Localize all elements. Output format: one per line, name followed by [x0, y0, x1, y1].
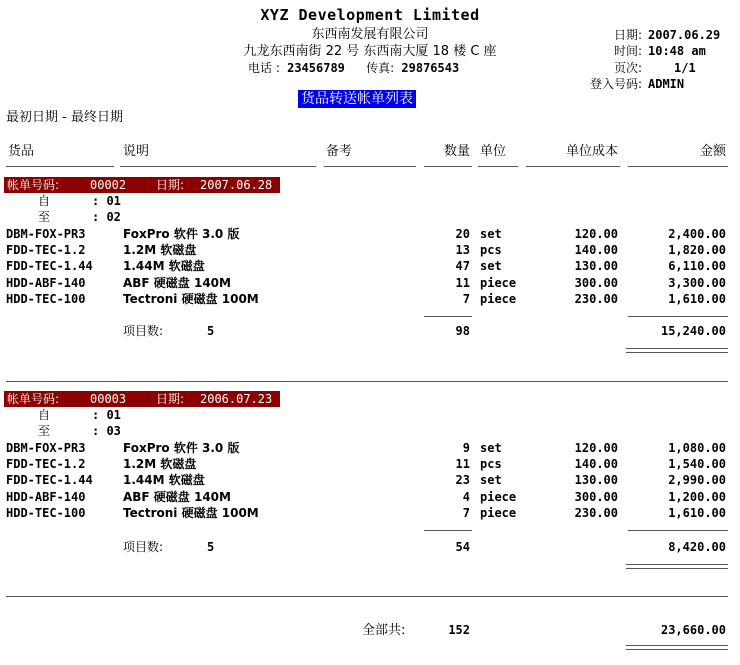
row-desc: Tectroni 硬磁盘 100M — [123, 292, 259, 306]
item-count-label: 项目数: — [123, 540, 164, 554]
row-item: FDD-TEC-1.44 — [6, 259, 93, 273]
subtotal-rule — [628, 316, 728, 317]
col-underline — [120, 166, 316, 167]
company-address: 九龙东西南街 22 号 东西南大厦 18 楼 C 座 — [243, 44, 497, 59]
row-item: FDD-TEC-1.2 — [6, 457, 86, 471]
bill-band — [4, 391, 280, 407]
row-unit: pcs — [480, 457, 502, 471]
page-value: 1/1 — [674, 61, 696, 75]
row-amount: 6,110.00 — [668, 259, 726, 273]
row-item: DBM-FOX-PR3 — [6, 227, 86, 241]
bill-date-label: 日期: — [156, 178, 185, 192]
phone-label: 电话 : — [248, 61, 280, 75]
fax-label: 传真: — [366, 61, 395, 75]
col-qty: 数量 — [443, 144, 470, 159]
row-cost: 140.00 — [574, 243, 618, 257]
amount-subtotal: 8,420.00 — [668, 540, 726, 554]
col-underline — [526, 166, 620, 167]
row-unit: set — [480, 259, 502, 273]
col-underline — [478, 166, 518, 167]
row-cost: 140.00 — [574, 457, 618, 471]
col-amount: 金额 — [699, 144, 726, 159]
date-value: 2007.06.29 — [648, 28, 721, 42]
row-item: DBM-FOX-PR3 — [6, 441, 86, 455]
row-amount: 3,300.00 — [668, 276, 726, 290]
page-label: 页次: — [613, 61, 642, 75]
row-desc: FoxPro 软件 3.0 版 — [123, 227, 240, 241]
report-title: 货品转送帐单列表 — [298, 92, 416, 107]
row-qty: 13 — [455, 243, 470, 257]
row-amount: 1,820.00 — [668, 243, 726, 257]
col-desc: 说明 — [123, 144, 150, 159]
to-value: : 02 — [92, 210, 121, 224]
row-qty: 9 — [462, 441, 470, 455]
subtotal-double-rule — [626, 564, 728, 569]
row-qty: 7 — [462, 292, 470, 306]
company-name-en: XYZ Development Limited — [260, 6, 480, 24]
row-item: HDD-ABF-140 — [6, 276, 86, 290]
to-label: 至 — [38, 424, 51, 438]
row-item: HDD-ABF-140 — [6, 490, 86, 504]
to-value: : 03 — [92, 424, 121, 438]
subtotal-double-rule — [626, 348, 728, 353]
row-amount: 1,610.00 — [668, 292, 726, 306]
row-unit: piece — [480, 506, 517, 520]
bill-band — [4, 177, 280, 193]
row-cost: 120.00 — [574, 441, 618, 455]
col-underline — [628, 166, 728, 167]
from-value: : 01 — [92, 408, 121, 422]
from-label: 自 — [38, 194, 51, 208]
group-separator — [6, 596, 728, 597]
subtotal-rule — [424, 530, 472, 531]
from-value: : 01 — [92, 194, 121, 208]
date-label: 日期: — [613, 28, 642, 42]
from-label: 自 — [38, 408, 51, 422]
phone-line — [248, 61, 459, 76]
row-unit: pcs — [480, 243, 502, 257]
row-qty: 11 — [455, 276, 470, 290]
row-cost: 130.00 — [574, 473, 618, 487]
grand-total-qty: 152 — [448, 623, 470, 637]
row-item: FDD-TEC-1.44 — [6, 473, 93, 487]
row-desc: 1.2M 软磁盘 — [123, 457, 197, 471]
row-cost: 230.00 — [574, 292, 618, 306]
row-cost: 300.00 — [574, 490, 618, 504]
row-desc: FoxPro 软件 3.0 版 — [123, 441, 240, 455]
row-qty: 20 — [455, 227, 470, 241]
grand-total-amount: 23,660.00 — [660, 623, 726, 637]
login-value: ADMIN — [648, 77, 685, 91]
col-unit: 单位 — [480, 144, 507, 159]
row-desc: ABF 硬磁盘 140M — [123, 276, 231, 290]
row-item: FDD-TEC-1.2 — [6, 243, 86, 257]
bill-date-label: 日期: — [156, 392, 185, 406]
item-count-label: 项目数: — [123, 324, 164, 338]
login-label: 登入号码: — [589, 77, 642, 91]
bill-no: 00003 — [90, 392, 127, 406]
time-value: 10:48 am — [648, 44, 706, 58]
col-item: 货品 — [8, 144, 35, 159]
row-desc: 1.2M 软磁盘 — [123, 243, 197, 257]
row-cost: 130.00 — [574, 259, 618, 273]
row-unit: set — [480, 441, 502, 455]
row-cost: 230.00 — [574, 506, 618, 520]
col-unit-cost: 单位成本 — [565, 144, 618, 159]
qty-subtotal: 54 — [455, 540, 470, 554]
col-remark: 备考 — [326, 144, 353, 159]
row-amount: 1,540.00 — [668, 457, 726, 471]
subtotal-rule — [424, 316, 472, 317]
row-qty: 7 — [462, 506, 470, 520]
phone-value: 23456789 — [287, 61, 345, 75]
row-desc: ABF 硬磁盘 140M — [123, 490, 231, 504]
row-qty: 11 — [455, 457, 470, 471]
row-qty: 47 — [455, 259, 470, 273]
row-desc: 1.44M 软磁盘 — [123, 259, 205, 273]
to-label: 至 — [38, 210, 51, 224]
subtotal-rule — [628, 530, 728, 531]
row-amount: 1,080.00 — [668, 441, 726, 455]
row-amount: 1,610.00 — [668, 506, 726, 520]
row-item: HDD-TEC-100 — [6, 506, 86, 520]
row-item: HDD-TEC-100 — [6, 292, 86, 306]
bill-date: 2007.06.28 — [200, 178, 273, 192]
col-underline — [424, 166, 472, 167]
grand-total-label: 全部共: — [362, 623, 406, 638]
row-unit: set — [480, 227, 502, 241]
row-unit: piece — [480, 276, 517, 290]
qty-subtotal: 98 — [455, 324, 470, 338]
row-amount: 2,400.00 — [668, 227, 726, 241]
bill-no-label: 帐单号码: — [7, 392, 60, 406]
col-underline — [6, 166, 114, 167]
row-qty: 23 — [455, 473, 470, 487]
bill-no: 00002 — [90, 178, 127, 192]
row-unit: piece — [480, 292, 517, 306]
row-unit: set — [480, 473, 502, 487]
row-cost: 120.00 — [574, 227, 618, 241]
company-name-cn: 东西南发展有限公司 — [311, 27, 429, 42]
row-desc: Tectroni 硬磁盘 100M — [123, 506, 259, 520]
row-unit: piece — [480, 490, 517, 504]
row-amount: 1,200.00 — [668, 490, 726, 504]
row-amount: 2,990.00 — [668, 473, 726, 487]
grand-total-double-rule — [626, 645, 728, 650]
row-qty: 4 — [462, 490, 470, 504]
bill-date: 2006.07.23 — [200, 392, 273, 406]
amount-subtotal: 15,240.00 — [660, 324, 726, 338]
item-count: 5 — [207, 540, 215, 554]
col-underline — [324, 166, 416, 167]
date-range: 最初日期 - 最终日期 — [6, 110, 123, 125]
fax-value: 29876543 — [401, 61, 460, 75]
row-desc: 1.44M 软磁盘 — [123, 473, 205, 487]
bill-no-label: 帐单号码: — [7, 178, 60, 192]
row-cost: 300.00 — [574, 276, 618, 290]
group-separator — [6, 381, 728, 382]
time-label: 时间: — [613, 44, 642, 58]
item-count: 5 — [207, 324, 215, 338]
